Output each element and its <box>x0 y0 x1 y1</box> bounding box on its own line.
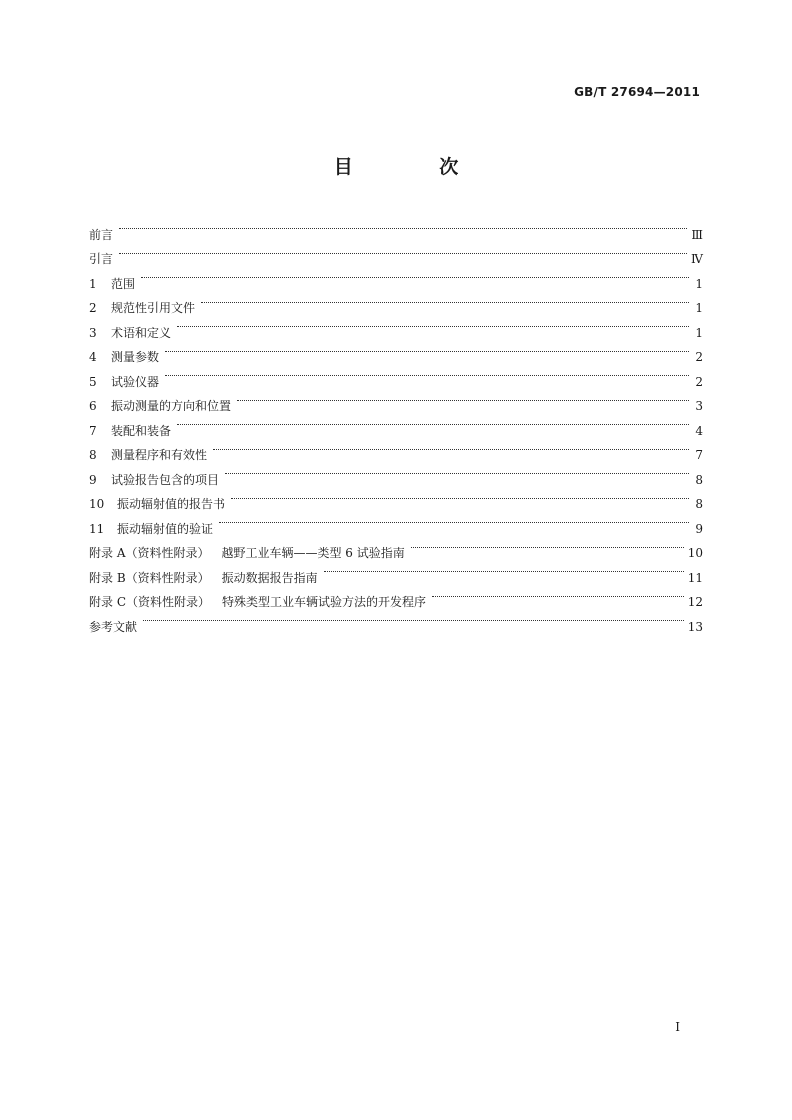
toc-entry-page: 8 <box>695 497 703 511</box>
toc-entry-page: 12 <box>687 595 703 609</box>
toc-entry-page: 1 <box>695 301 703 315</box>
toc-entry-number: 11 <box>89 521 105 536</box>
toc-leader-dots <box>229 484 689 509</box>
toc-entry-2[interactable] <box>89 288 703 313</box>
page-number: I <box>675 1020 680 1034</box>
toc-entry-page: 2 <box>695 374 703 389</box>
toc-entry-label: 特殊类型工业车辆试验方法的开发程序 <box>222 595 427 609</box>
toc-entry-5[interactable] <box>89 361 703 389</box>
toc-leader-dots <box>175 312 689 337</box>
toc-entry-page: 7 <box>695 448 703 462</box>
toc-annex-prefix: 附录 A（资料性附录） <box>89 546 210 560</box>
toc-entry-page: 9 <box>695 521 703 536</box>
toc-entry-7[interactable] <box>89 410 703 438</box>
standard-code: GB/T 27694—2011 <box>574 85 700 99</box>
toc-entry-4[interactable] <box>89 337 703 362</box>
toc-leader-dots <box>223 459 689 484</box>
toc-entry-number: 10 <box>89 497 105 511</box>
toc-entry-page: 3 <box>695 399 703 413</box>
toc-leader-dots <box>199 288 689 313</box>
toc-entry-label: 装配和装备 <box>111 423 172 438</box>
toc-entry-label: 试验报告包含的项目 <box>111 472 220 487</box>
toc-leader-dots <box>163 337 689 362</box>
toc-entry-page: 8 <box>695 472 703 487</box>
toc-entry-label: 振动数据报告指南 <box>221 570 318 585</box>
toc-entry-number: 5 <box>89 374 97 389</box>
toc-entry-page: 4 <box>695 423 703 438</box>
toc-entry-references[interactable] <box>89 606 703 634</box>
toc-entry-page: 2 <box>695 350 703 364</box>
toc-entry-page: 10 <box>687 546 703 560</box>
toc-entry-foreword[interactable] <box>89 214 703 242</box>
toc-entry-label: 测量程序和有效性 <box>111 448 208 462</box>
page-title: 目 次 <box>333 156 499 178</box>
toc-entry-label: 引言 <box>89 252 114 266</box>
toc-entry-number: 9 <box>89 472 97 487</box>
toc-entry-8[interactable] <box>89 435 703 460</box>
toc-leader-dots <box>322 557 684 582</box>
toc-entry-3[interactable] <box>89 312 703 340</box>
toc-entry-number: 8 <box>89 448 97 462</box>
toc-annex-prefix: 附录 B（资料性附录） <box>89 570 210 585</box>
toc-entry-label: 振动辐射值的验证 <box>117 521 214 536</box>
toc-entry-label: 试验仪器 <box>111 374 160 389</box>
toc-leader-dots <box>217 508 689 533</box>
toc-leader-dots <box>163 361 689 386</box>
toc-entry-label: 规范性引用文件 <box>111 301 196 315</box>
toc-entry-page: 1 <box>695 276 703 291</box>
toc-entry-label: 振动辐射值的报告书 <box>117 497 226 511</box>
toc-leader-dots <box>175 410 689 435</box>
toc-leader-dots <box>117 239 687 264</box>
toc-entry-label: 范围 <box>111 276 136 291</box>
toc-entry-page: Ⅲ <box>691 227 703 242</box>
table-of-contents <box>89 214 703 634</box>
toc-entry-label: 振动测量的方向和位置 <box>111 399 232 413</box>
toc-entry-page: 1 <box>695 325 703 340</box>
toc-entry-number: 4 <box>89 350 97 364</box>
toc-entry-number: 1 <box>89 276 97 291</box>
toc-entry-label: 参考文献 <box>89 619 138 634</box>
toc-entry-number: 2 <box>89 301 97 315</box>
toc-entry-number: 7 <box>89 423 97 438</box>
toc-entry-1[interactable] <box>89 263 703 291</box>
toc-leader-dots <box>430 582 684 607</box>
toc-entry-introduction[interactable] <box>89 239 703 264</box>
toc-leader-dots <box>211 435 689 460</box>
toc-leader-dots <box>117 214 687 239</box>
toc-entry-page: 13 <box>687 619 703 634</box>
toc-annex-prefix: 附录 C（资料性附录） <box>89 595 210 609</box>
toc-leader-dots <box>409 533 684 558</box>
toc-entry-page: 11 <box>687 570 703 585</box>
toc-entry-6[interactable] <box>89 386 703 411</box>
toc-entry-label: 术语和定义 <box>111 325 172 340</box>
toc-leader-dots <box>141 606 684 631</box>
toc-entry-label: 前言 <box>89 227 114 242</box>
toc-entry-label: 测量参数 <box>111 350 160 364</box>
toc-entry-label: 越野工业车辆——类型 6 试验指南 <box>221 546 405 560</box>
toc-entry-number: 3 <box>89 325 97 340</box>
toc-leader-dots <box>139 263 689 288</box>
toc-entry-number: 6 <box>89 399 97 413</box>
toc-entry-page: Ⅳ <box>691 252 703 266</box>
toc-leader-dots <box>235 386 689 411</box>
